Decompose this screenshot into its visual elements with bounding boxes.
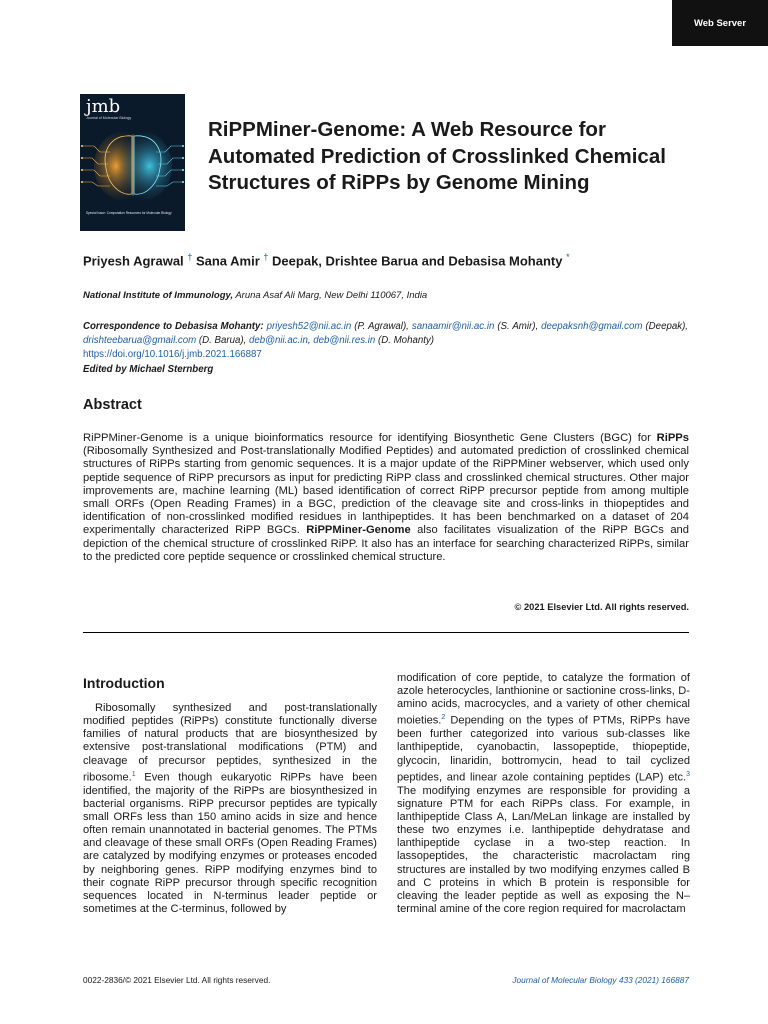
correspondence-block: [83, 320, 688, 377]
citation-ref[interactable]: 3: [686, 770, 690, 778]
email-link[interactable]: priyesh52@nii.ac.in: [266, 321, 352, 332]
author-name: Sana Amir: [195, 253, 260, 269]
right-column: [397, 672, 690, 916]
author-list: [83, 252, 570, 268]
email-link[interactable]: deepaksnh@gmail.com: [541, 321, 643, 332]
email-link[interactable]: sanaamir@nii.ac.in: [411, 321, 495, 332]
doi-link[interactable]: https://doi.org/10.1016/j.jmb.2021.166887: [83, 349, 262, 361]
footer-journal-citation: Journal of Molecular Biology 433 (2021) 166887: [512, 975, 689, 985]
abstract-bold-term: RiPPs: [656, 432, 689, 444]
journal-subtitle: Journal of Molecular Biology: [86, 116, 132, 120]
abstract-text: [83, 432, 689, 564]
email-owner: (P. Agrawal),: [351, 321, 412, 332]
intro-paragraph: [83, 702, 377, 916]
institute-name: National Institute of Immunology,: [83, 290, 234, 301]
affiliation: [83, 290, 427, 301]
author-name: Priyesh Agrawal: [83, 253, 184, 269]
footer-issn: 0022-2836/© 2021 Elsevier Ltd. All rights reserved.: [83, 975, 271, 985]
body-text: The modifying enzymes are responsible for providing a signature PTM for each RiPPs class. For example, in lanthipeptide Class A, Lan/MeLan linkage are installed by these two enzymes i.e. lanthipeptide dehydratase and lanthipeptide cyclase in a two-step reaction. In lassopeptides, the characteristic macrolactam ring structures are installed by two modifying enzymes called B and C proteins in which B protein is responsible for cleaving the leader peptide as well as exposing the N–terminal amine of the core region required for macrolactam: [397, 784, 690, 916]
citation-ref[interactable]: 2: [441, 714, 446, 722]
abstract-copyright: © 2021 Elsevier Ltd. All rights reserved.: [514, 602, 689, 612]
email-owner: (D. Mohanty): [375, 335, 434, 347]
journal-logo: jmb: [86, 96, 121, 117]
body-text: modification of core peptide, to catalyze the formation of azole heterocycles, lanthionine or sactionine cross-links, D-amino acids, macrocycles, and a variety of other chemical moieties.: [397, 672, 690, 728]
author-names: Deepak, Drishtee Barua and Debasisa Mohanty: [272, 253, 563, 269]
abstract-bold-term: RiPPMiner-Genome: [306, 524, 411, 537]
section-divider: [83, 632, 689, 633]
abstract-part: also facilitates visualization of the RiPP BGCs and depiction of the chemical structure of crosslinked RiPP. It also has an interface for searching characterized RiPPs, similar to the predicted core peptide sequence or crosslinked chemical structure.: [83, 524, 690, 563]
corresponding-author-mark: *: [566, 252, 570, 262]
email-owner: (S. Amir),: [494, 321, 542, 332]
article-type-badge: [672, 0, 768, 46]
editor-credit: Edited by Michael Sternberg: [83, 363, 214, 375]
body-text: Ribosomally synthesized and post-translationally modified peptides (RiPPs) constitute functionally diverse families of natural products that are biosynthesized by extensive post-translational modifications (PTM) and cleavage of precursor peptides, synthesized in the ribosome.: [83, 702, 377, 784]
cover-issue-text: Special Issue: Computation Resources for Molecular Biology: [86, 211, 172, 215]
article-title: RiPPMiner-Genome: A Web Resource for Automated Prediction of Crosslinked Chemical Structures of RiPPs by Genome Mining: [208, 118, 666, 194]
left-column: [83, 675, 377, 916]
equal-contribution-mark: †: [187, 252, 193, 262]
correspondence-label: Correspondence to Debasisa Mohanty:: [83, 321, 264, 332]
email-link[interactable]: deb@nii.ac.in: [248, 335, 308, 347]
email-link[interactable]: deb@nii.res.in: [313, 335, 376, 347]
equal-contribution-mark: †: [263, 252, 269, 262]
email-owner: (Deepak),: [642, 321, 688, 332]
introduction-heading: Introduction: [83, 675, 165, 691]
email-owner: (D. Barua),: [196, 335, 249, 347]
institute-address: Aruna Asaf Ali Marg, New Delhi 110067, India: [233, 290, 428, 301]
intro-paragraph-continued: [397, 672, 690, 916]
abstract-heading: Abstract: [83, 397, 142, 413]
body-text: Even though eukaryotic RiPPs have been identified, the majority of the RiPPs are biosynthesized in bacterial organisms. RiPP precursor peptides are typically small ORFs less than 150 amino acids in size and hence often remain unannotated in bacterial genomes. The PTMs and cleavage of these small ORFs (Open Reading Frames) are catalyzed by modifying enzymes or proteases encoded by neighboring genes. RiPP modifying enzymes bind to their cognate RiPP precursor through specific recognition sequences located in N-terminus leader peptide or sometimes at the C-terminus, followed by: [83, 771, 377, 916]
abstract-part: (Ribosomally Synthesized and Post-translationally Modified Peptides) and automated prediction of crosslinked chemical structures of RiPPs starting from genomic sequences. It is a major update of the RiPPMiner webserver, which used only peptide sequence of RiPP precursors as input for predicting RiPP class and crosslinked chemical structures. Other major improvements are, machine learning (ML) based identification of correct RiPP precursor peptide from among multiple small ORFs (Open Reading Frames) in a BGC, prediction of the cleavage site and cross-links in thiopeptides and identification of non-crosslinked modified residues in lanthipeptides. It has been benchmarked on a dataset of 204 experimentally characterized RiPP BGCs.: [83, 445, 689, 537]
journal-cover-image: [80, 94, 185, 231]
separator: ,: [307, 335, 314, 347]
email-link[interactable]: drishteebarua@gmail.com: [83, 335, 197, 347]
body-text: Depending on the types of PTMs, RiPPs have been further categorized into various sub-classes like lanthipeptide, cyanobactin, lassopeptide, thiopeptide, glycocin, linaridin, bottromycin, head to tail cyclized peptides, and linear azole containing peptides (LAP) etc.: [397, 715, 690, 784]
badge-label: Web Server: [693, 17, 747, 29]
abstract-part: RiPPMiner-Genome is a unique bioinformatics resource for identifying Biosynthetic Gene Clusters (BGC) for: [83, 432, 657, 444]
citation-ref[interactable]: 1: [131, 770, 136, 778]
